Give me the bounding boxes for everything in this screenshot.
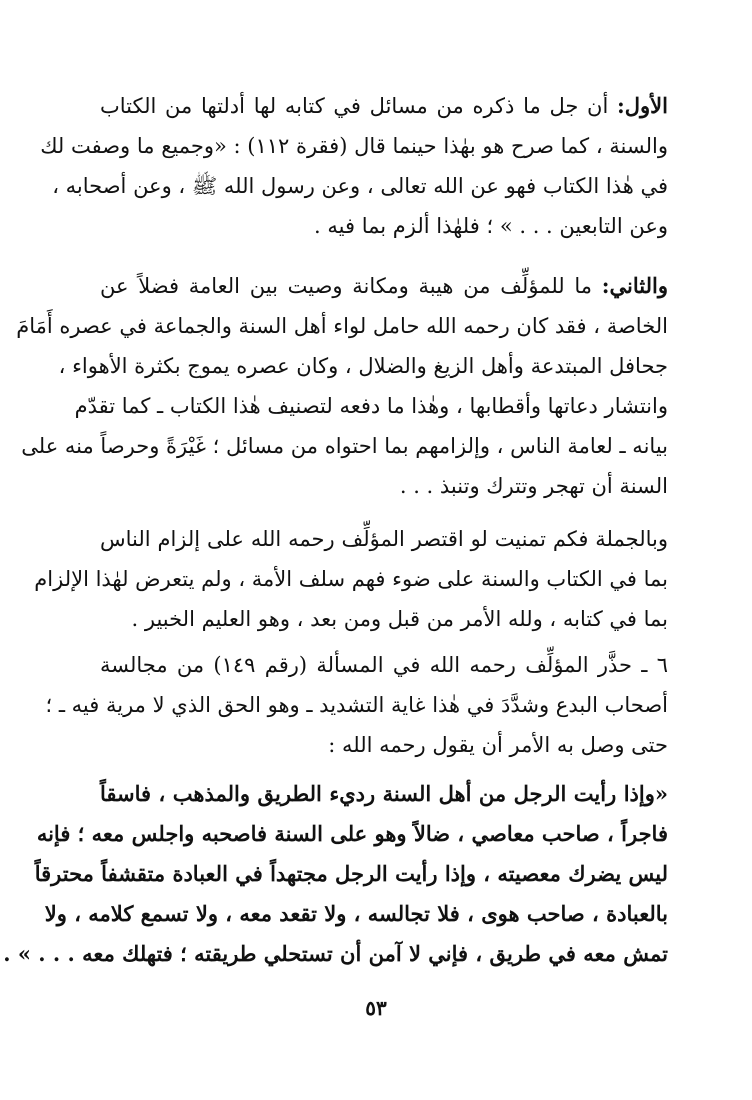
- text-line: «وإذا رأيت الرجل من أهل السنة رديء الطريق والمذهب ، فاسقاً: [100, 781, 668, 806]
- text-line: بما في كتابه ، ولله الأمر من قبل ومن بعد ، وهو العليم الخبير .: [131, 607, 668, 631]
- text-line: حتى وصل به الأمر أن يقول رحمه الله :: [328, 733, 668, 757]
- paragraph-first: [40, 86, 668, 246]
- text-line: ليس يضرك معصيته ، وإذا رأيت الرجل مجتهداً في العبادة متقشفاً محترقاً: [34, 861, 668, 886]
- text-line: الخاصة ، فقد كان رحمه الله حامل لواء أهل السنة والجماعة في عصره أَمَامَ: [16, 314, 668, 338]
- paragraph-second: [16, 266, 668, 506]
- text-line: وبالجملة فكم تمنيت لو اقتصر المؤلِّف رحمه الله على إلزام الناس: [100, 527, 668, 551]
- text-line: تمش معه في طريق ، فإني لا آمن أن تستحلي طريقته ؛ فتهلك معه . . . » .: [3, 941, 668, 966]
- second-line-rest: ما للمؤلِّف من هيبة ومكانة وصيت بين العامة فضلاً عن: [100, 274, 602, 298]
- text-line: بالعبادة ، صاحب هوى ، فلا تجالسه ، ولا تقعد معه ، ولا تسمع كلامه ، ولا: [44, 901, 668, 926]
- text-line: وعن التابعين . . . » ؛ فلهٰذا ألزم بما فيه .: [314, 214, 668, 238]
- paragraph-fourth: [45, 645, 668, 765]
- page-number: ٥٣: [365, 996, 387, 1020]
- text-line: بما في الكتاب والسنة على ضوء فهم سلف الأمة ، ولم يتعرض لهٰذا الإلزام: [34, 567, 668, 591]
- second-lead-word: والثاني:: [601, 273, 668, 298]
- first-line-rest: أن جل ما ذكره من مسائل في كتابه لها أدلتها من الكتاب: [100, 94, 618, 118]
- text-line: [100, 86, 668, 126]
- text-line: ٦ ـ حذَّر المؤلِّف رحمه الله في المسألة (رقم ١٤٩) من مجالسة: [100, 653, 668, 677]
- first-lead-word: الأول:: [617, 93, 668, 118]
- quoted-passage: [3, 774, 668, 974]
- text-line: فاجراً ، صاحب معاصي ، ضالاً وهو على السنة فاصحبه واجلس معه ؛ فإنه: [36, 821, 668, 846]
- text-line: [100, 266, 668, 306]
- text-line: في هٰذا الكتاب فهو عن الله تعالى ، وعن رسول الله ﷺ ، وعن أصحابه ،: [52, 174, 668, 198]
- text-line: جحافل المبتدعة وأهل الزيغ والضلال ، وكان عصره يموج بكثرة الأهواء ،: [58, 354, 668, 378]
- text-line: والسنة ، كما صرح هو بهٰذا حينما قال (فقرة ١١٢) : «وجميع ما وصفت لك: [40, 134, 668, 158]
- paragraph-third: [34, 519, 668, 639]
- text-line: السنة أن تهجر وتترك وتنبذ . . .: [399, 474, 668, 498]
- text-line: وانتشار دعاتها وأقطابها ، وهٰذا ما دفعه لتصنيف هٰذا الكتاب ـ كما تقدّم: [74, 394, 668, 418]
- text-line: بيانه ـ لعامة الناس ، وإلزامهم بما احتواه من مسائل ؛ غَيْرَةً وحرصاً منه على: [21, 434, 668, 458]
- text-line: أصحاب البدع وشدَّدَ في هٰذا غاية التشديد ـ وهو الحق الذي لا مرية فيه ـ ؛: [45, 693, 668, 717]
